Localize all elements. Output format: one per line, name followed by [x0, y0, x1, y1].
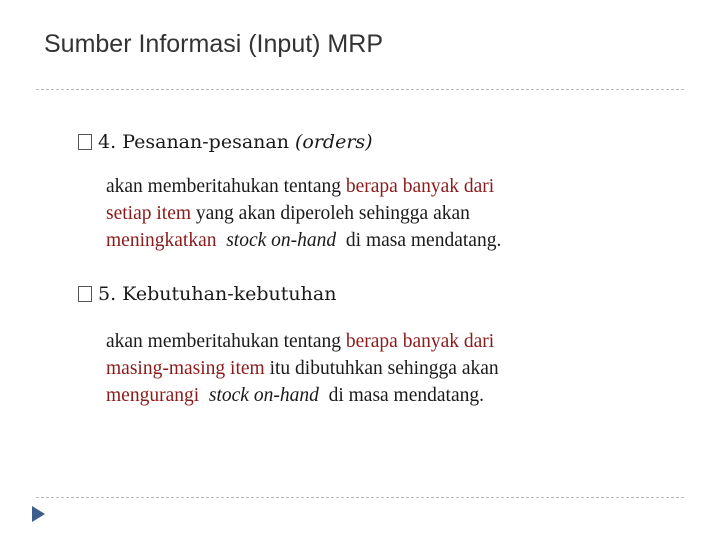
paragraph-line — [106, 227, 696, 254]
slide-title: Sumber Informasi (Input) MRP — [44, 30, 383, 58]
bottom-divider — [36, 497, 684, 498]
text-span: akan memberitahukan tentang — [106, 331, 346, 352]
bullet-item-4 — [78, 131, 373, 153]
item-heading-italic: (orders) — [295, 131, 373, 153]
paragraph-line — [106, 200, 696, 227]
italic-span: stock on-hand — [208, 385, 319, 406]
paragraph-line — [106, 328, 696, 355]
highlight-span: masing-masing item — [106, 358, 265, 379]
bullet-item-5 — [78, 283, 336, 305]
highlight-span: mengurangi — [106, 385, 200, 406]
paragraph-line — [106, 173, 696, 200]
highlight-span: berapa banyak dari — [345, 331, 495, 352]
item-number: 5. — [98, 283, 117, 305]
paragraph-item-5 — [106, 328, 696, 409]
top-divider — [36, 89, 684, 90]
item-heading: Kebutuhan-kebutuhan — [122, 283, 337, 305]
text-span: akan memberitahukan tentang — [106, 176, 346, 197]
checkbox-square-icon — [78, 286, 92, 302]
paragraph-item-4 — [106, 173, 696, 254]
item-heading: Pesanan-pesanan — [122, 131, 289, 153]
item-number: 4. — [98, 131, 117, 153]
text-span: di masa mendatang. — [345, 230, 502, 251]
paragraph-line — [106, 382, 696, 409]
text-span: di masa mendatang. — [328, 385, 484, 406]
italic-span: stock on-hand — [226, 230, 337, 251]
bullet-heading-5 — [98, 283, 336, 305]
highlight-span: meningkatkan — [106, 230, 217, 251]
highlight-span: berapa banyak dari — [345, 176, 495, 197]
text-span: itu dibutuhkan sehingga akan — [264, 358, 499, 379]
text-span: yang akan diperoleh sehingga akan — [191, 203, 470, 224]
triangle-right-icon[interactable] — [32, 506, 45, 522]
paragraph-line — [106, 355, 696, 382]
checkbox-square-icon — [78, 134, 92, 150]
highlight-span: setiap item — [106, 203, 192, 224]
bullet-heading-4 — [98, 131, 373, 153]
